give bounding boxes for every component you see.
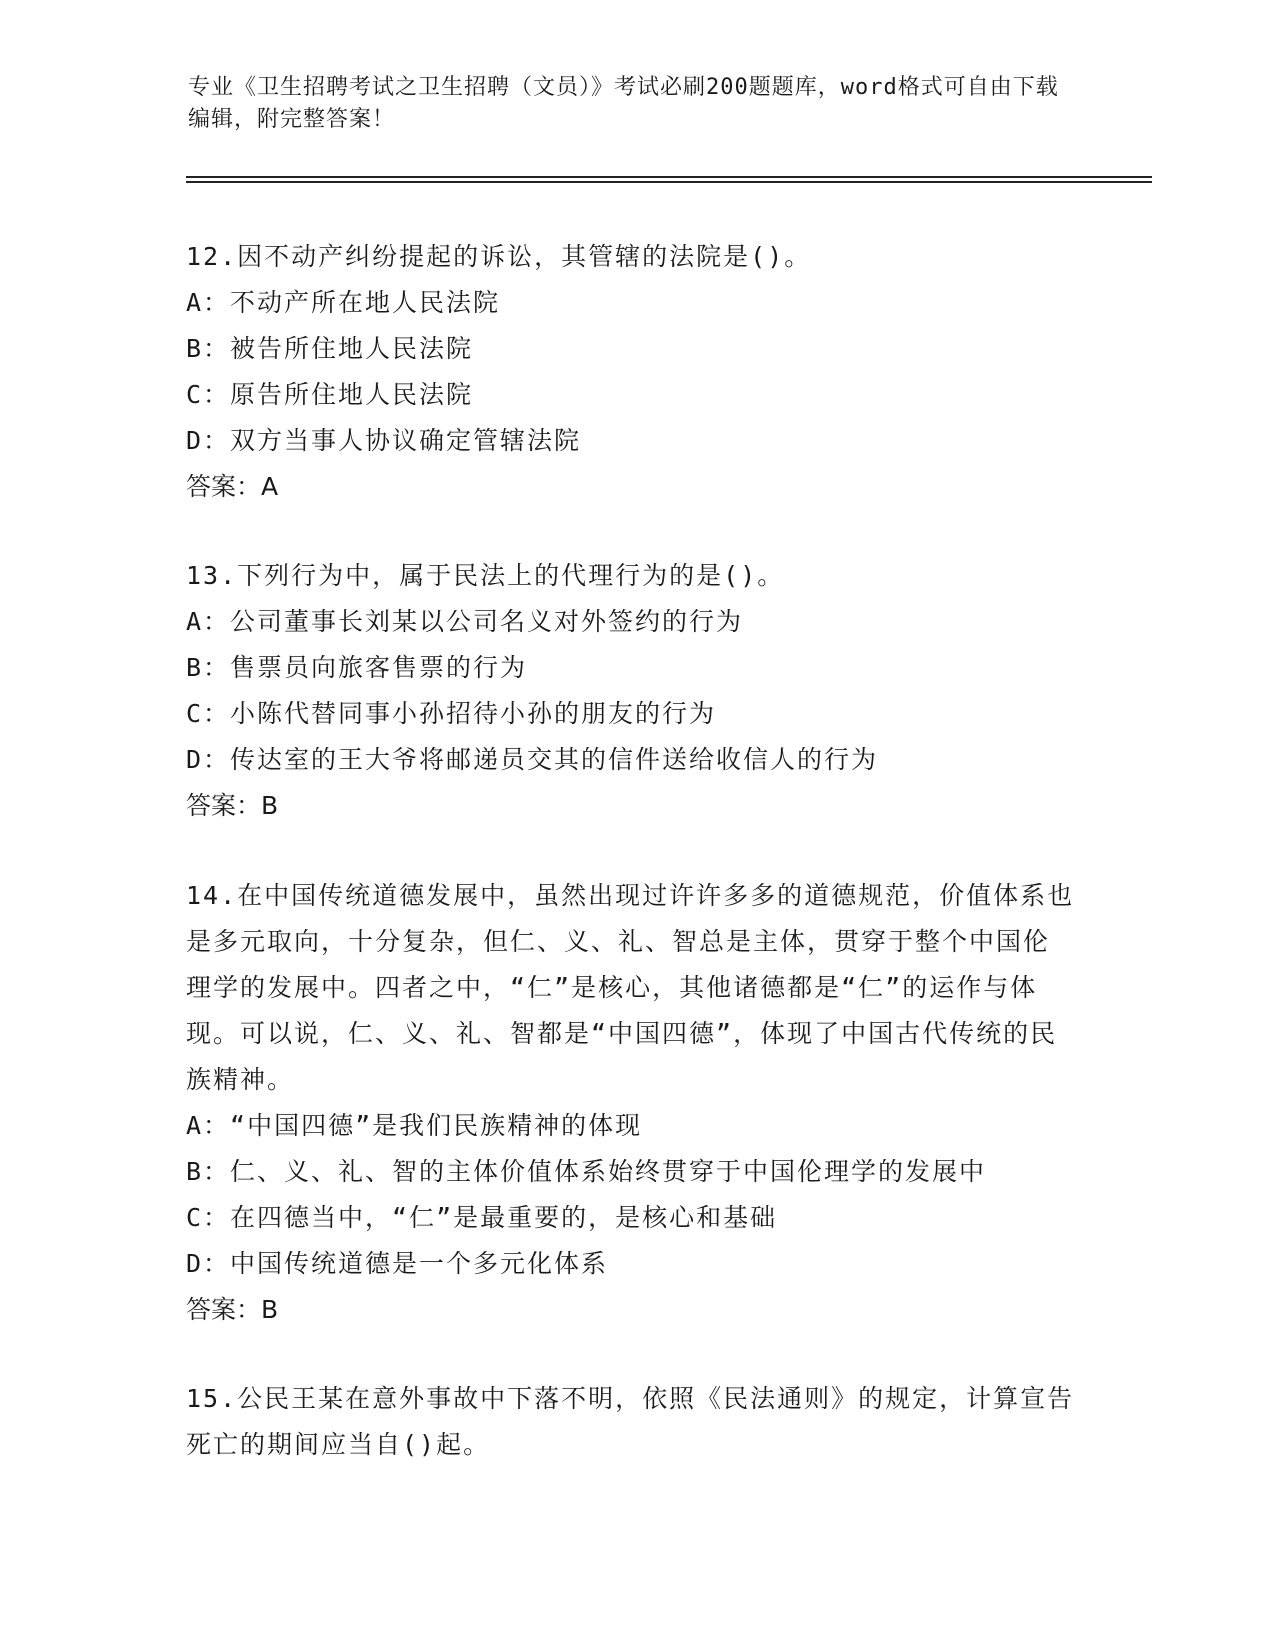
header-divider-bottom bbox=[186, 181, 1152, 183]
option-b: B：仁、义、礼、智的主体价值体系始终贯穿于中国伦理学的发展中 bbox=[186, 1157, 987, 1186]
answer-label: 答案： bbox=[186, 1295, 262, 1324]
option-c: C：在四德当中，“仁”是最重要的，是核心和基础 bbox=[186, 1203, 778, 1232]
answer-line bbox=[186, 1287, 1076, 1333]
option-b: B：被告所住地人民法院 bbox=[186, 334, 474, 363]
answer-value: A bbox=[261, 472, 279, 501]
answer-line bbox=[186, 464, 1076, 510]
option-a: A：“中国四德”是我们民族精神的体现 bbox=[186, 1111, 643, 1140]
answer-value: B bbox=[261, 791, 279, 820]
option-b: B：售票员向旅客售票的行为 bbox=[186, 653, 528, 682]
option-c: C：小陈代替同事小孙招待小孙的朋友的行为 bbox=[186, 699, 717, 728]
answer-label: 答案： bbox=[186, 791, 262, 820]
question-12 bbox=[186, 234, 1076, 510]
question-14 bbox=[186, 873, 1076, 1333]
document-header-title: 专业《卫生招聘考试之卫生招聘（文员）》考试必刷200题题库，word格式可自由下载编辑，附完整答案！ bbox=[188, 75, 1059, 132]
header-divider-top bbox=[186, 176, 1152, 178]
option-c: C：原告所住地人民法院 bbox=[186, 380, 474, 409]
question-stem: 12.因不动产纠纷提起的诉讼，其管辖的法院是()。 bbox=[186, 242, 812, 271]
answer-label: 答案： bbox=[186, 472, 262, 501]
answer-line bbox=[186, 783, 1076, 829]
question-stem: 14.在中国传统道德发展中，虽然出现过许许多多的道德规范，价值体系也是多元取向，十分复杂，但仁、义、礼、智总是主体，贯穿于整个中国伦理学的发展中。四者之中，“仁”是核心，其他诸德都是“仁”的运作与体现。可以说，仁、义、礼、智都是“中国四德”，体现了中国古代传统的民族精神。 bbox=[186, 881, 1075, 1094]
option-d: D：传达室的王大爷将邮递员交其的信件送给收信人的行为 bbox=[186, 745, 879, 774]
option-a: A：不动产所在地人民法院 bbox=[186, 288, 501, 317]
option-d: D：双方当事人协议确定管辖法院 bbox=[186, 426, 582, 455]
question-15 bbox=[186, 1376, 1076, 1468]
question-13 bbox=[186, 553, 1076, 829]
answer-value: B bbox=[261, 1295, 279, 1324]
option-a: A：公司董事长刘某以公司名义对外签约的行为 bbox=[186, 607, 744, 636]
option-d: D：中国传统道德是一个多元化体系 bbox=[186, 1249, 609, 1278]
question-stem: 13.下列行为中，属于民法上的代理行为的是()。 bbox=[186, 561, 785, 590]
question-stem: 15.公民王某在意外事故中下落不明，依照《民法通则》的规定，计算宣告死亡的期间应当自()起。 bbox=[186, 1384, 1075, 1459]
